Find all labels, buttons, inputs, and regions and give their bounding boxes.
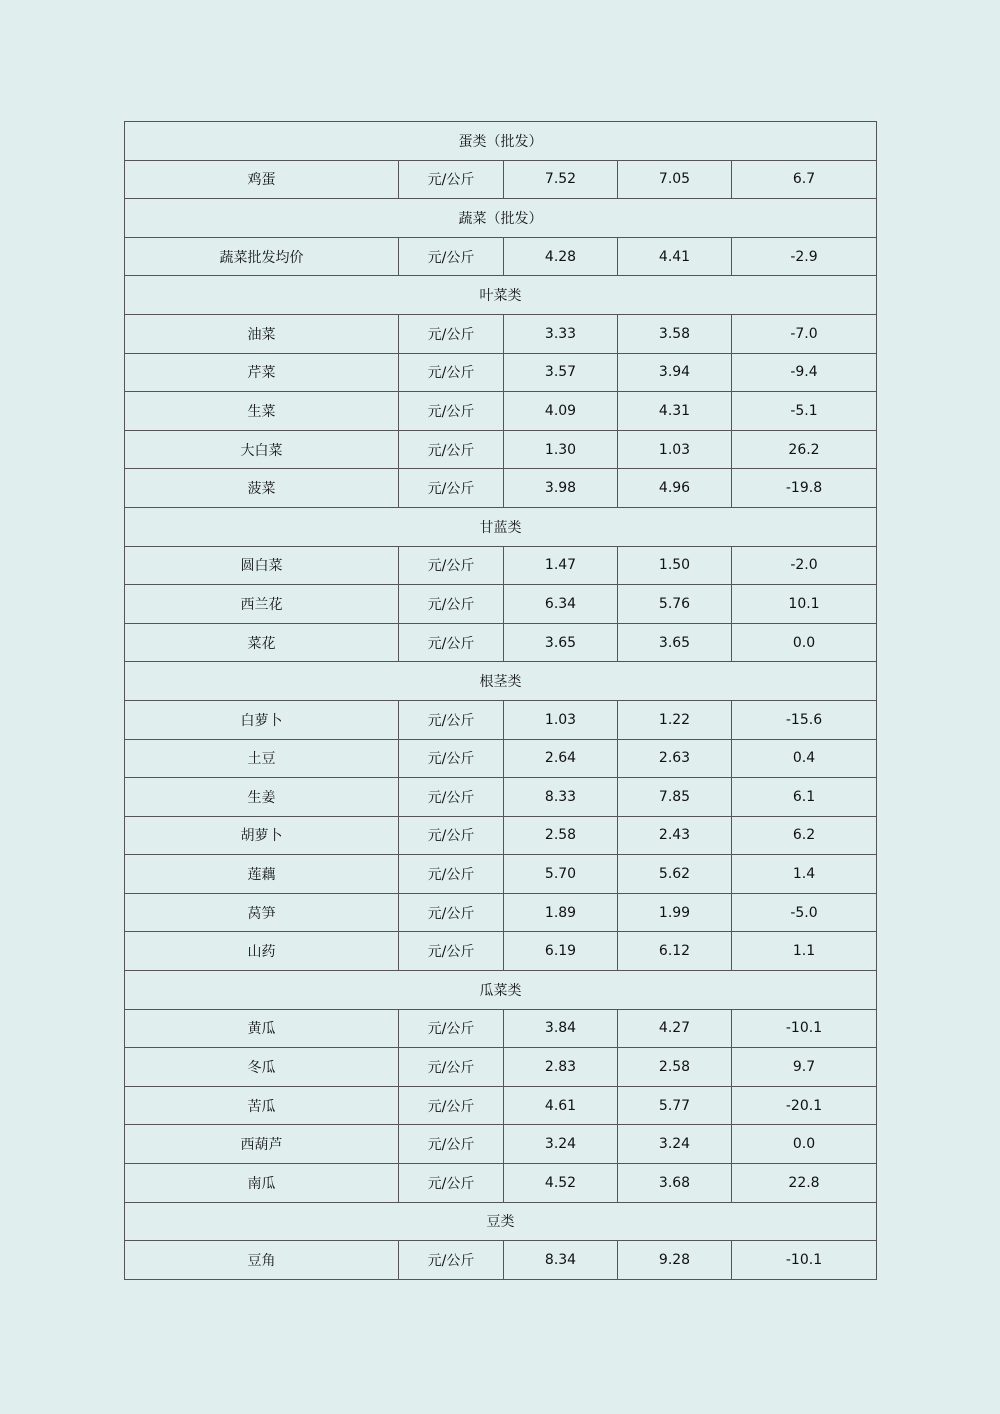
price-value-1: 4.52: [504, 1164, 618, 1203]
price-value-1: 3.57: [504, 353, 618, 392]
item-name: 菠菜: [125, 469, 399, 508]
table-row: [125, 237, 877, 276]
item-name: 生菜: [125, 392, 399, 431]
price-value-2: 7.05: [618, 160, 732, 199]
price-value-2: 2.63: [618, 739, 732, 778]
unit-cell: 元/公斤: [399, 1164, 504, 1203]
table-row: [125, 1125, 877, 1164]
price-value-1: 7.52: [504, 160, 618, 199]
price-value-2: 4.41: [618, 237, 732, 276]
price-value-1: 1.89: [504, 893, 618, 932]
price-value-1: 4.28: [504, 237, 618, 276]
category-label: 蔬菜（批发）: [125, 199, 877, 238]
unit-cell: 元/公斤: [399, 893, 504, 932]
price-value-1: 1.03: [504, 700, 618, 739]
price-value-1: 6.19: [504, 932, 618, 971]
item-name: 山药: [125, 932, 399, 971]
price-value-1: 5.70: [504, 855, 618, 894]
item-name: 南瓜: [125, 1164, 399, 1203]
table-row: [125, 585, 877, 624]
price-value-2: 4.31: [618, 392, 732, 431]
table-row: [125, 1241, 877, 1280]
item-name: 生姜: [125, 778, 399, 817]
price-value-1: 2.64: [504, 739, 618, 778]
item-name: 冬瓜: [125, 1048, 399, 1087]
price-value-1: 1.30: [504, 430, 618, 469]
unit-cell: 元/公斤: [399, 469, 504, 508]
price-value-2: 4.27: [618, 1009, 732, 1048]
price-value-2: 3.58: [618, 314, 732, 353]
item-name: 豆角: [125, 1241, 399, 1280]
unit-cell: 元/公斤: [399, 353, 504, 392]
price-value-1: 6.34: [504, 585, 618, 624]
item-name: 莴笋: [125, 893, 399, 932]
category-label: 根茎类: [125, 662, 877, 701]
change-percent: -9.4: [732, 353, 877, 392]
category-header-row: [125, 971, 877, 1010]
price-value-2: 1.50: [618, 546, 732, 585]
change-percent: 1.1: [732, 932, 877, 971]
item-name: 菜花: [125, 623, 399, 662]
price-value-2: 3.94: [618, 353, 732, 392]
unit-cell: 元/公斤: [399, 392, 504, 431]
price-value-2: 4.96: [618, 469, 732, 508]
category-header-row: [125, 276, 877, 315]
table-row: [125, 1048, 877, 1087]
unit-cell: 元/公斤: [399, 855, 504, 894]
category-label: 蛋类（批发）: [125, 122, 877, 161]
price-value-1: 3.65: [504, 623, 618, 662]
unit-cell: 元/公斤: [399, 160, 504, 199]
change-percent: 0.0: [732, 1125, 877, 1164]
item-name: 白萝卜: [125, 700, 399, 739]
price-value-1: 3.84: [504, 1009, 618, 1048]
table-row: [125, 160, 877, 199]
price-value-1: 8.33: [504, 778, 618, 817]
category-label: 甘蓝类: [125, 507, 877, 546]
unit-cell: 元/公斤: [399, 1086, 504, 1125]
category-header-row: [125, 199, 877, 238]
category-label: 豆类: [125, 1202, 877, 1241]
unit-cell: 元/公斤: [399, 585, 504, 624]
table-row: [125, 855, 877, 894]
price-value-2: 2.58: [618, 1048, 732, 1087]
category-header-row: [125, 662, 877, 701]
price-value-2: 6.12: [618, 932, 732, 971]
change-percent: 10.1: [732, 585, 877, 624]
price-value-1: 3.24: [504, 1125, 618, 1164]
price-value-2: 3.24: [618, 1125, 732, 1164]
price-value-2: 1.99: [618, 893, 732, 932]
category-header-row: [125, 122, 877, 161]
unit-cell: 元/公斤: [399, 623, 504, 662]
unit-cell: 元/公斤: [399, 430, 504, 469]
change-percent: -2.9: [732, 237, 877, 276]
unit-cell: 元/公斤: [399, 1009, 504, 1048]
unit-cell: 元/公斤: [399, 314, 504, 353]
price-value-1: 1.47: [504, 546, 618, 585]
price-value-1: 3.98: [504, 469, 618, 508]
price-value-2: 3.68: [618, 1164, 732, 1203]
table-row: [125, 1086, 877, 1125]
price-value-1: 2.58: [504, 816, 618, 855]
table-row: [125, 314, 877, 353]
change-percent: 6.7: [732, 160, 877, 199]
price-table: [124, 121, 877, 1280]
item-name: 莲藕: [125, 855, 399, 894]
change-percent: -10.1: [732, 1241, 877, 1280]
change-percent: -2.0: [732, 546, 877, 585]
unit-cell: 元/公斤: [399, 1241, 504, 1280]
unit-cell: 元/公斤: [399, 546, 504, 585]
table-row: [125, 816, 877, 855]
item-name: 芹菜: [125, 353, 399, 392]
price-value-1: 4.61: [504, 1086, 618, 1125]
unit-cell: 元/公斤: [399, 739, 504, 778]
price-value-2: 9.28: [618, 1241, 732, 1280]
change-percent: 26.2: [732, 430, 877, 469]
unit-cell: 元/公斤: [399, 1125, 504, 1164]
item-name: 油菜: [125, 314, 399, 353]
category-header-row: [125, 1202, 877, 1241]
item-name: 胡萝卜: [125, 816, 399, 855]
change-percent: 0.0: [732, 623, 877, 662]
change-percent: -20.1: [732, 1086, 877, 1125]
change-percent: 1.4: [732, 855, 877, 894]
table-row: [125, 623, 877, 662]
unit-cell: 元/公斤: [399, 700, 504, 739]
unit-cell: 元/公斤: [399, 1048, 504, 1087]
table-row: [125, 1164, 877, 1203]
table-row: [125, 469, 877, 508]
category-label: 瓜菜类: [125, 971, 877, 1010]
price-value-1: 4.09: [504, 392, 618, 431]
unit-cell: 元/公斤: [399, 237, 504, 276]
price-value-2: 3.65: [618, 623, 732, 662]
table-row: [125, 392, 877, 431]
change-percent: 0.4: [732, 739, 877, 778]
table-row: [125, 700, 877, 739]
change-percent: 22.8: [732, 1164, 877, 1203]
unit-cell: 元/公斤: [399, 778, 504, 817]
table-row: [125, 739, 877, 778]
table-row: [125, 1009, 877, 1048]
change-percent: -10.1: [732, 1009, 877, 1048]
price-value-2: 5.77: [618, 1086, 732, 1125]
unit-cell: 元/公斤: [399, 932, 504, 971]
price-value-2: 1.22: [618, 700, 732, 739]
price-value-1: 8.34: [504, 1241, 618, 1280]
change-percent: -5.0: [732, 893, 877, 932]
table-row: [125, 546, 877, 585]
item-name: 鸡蛋: [125, 160, 399, 199]
table-row: [125, 893, 877, 932]
change-percent: 6.1: [732, 778, 877, 817]
price-value-2: 7.85: [618, 778, 732, 817]
price-value-2: 2.43: [618, 816, 732, 855]
table-row: [125, 932, 877, 971]
item-name: 土豆: [125, 739, 399, 778]
category-label: 叶菜类: [125, 276, 877, 315]
change-percent: -19.8: [732, 469, 877, 508]
unit-cell: 元/公斤: [399, 816, 504, 855]
change-percent: -7.0: [732, 314, 877, 353]
item-name: 西葫芦: [125, 1125, 399, 1164]
item-name: 黄瓜: [125, 1009, 399, 1048]
change-percent: -5.1: [732, 392, 877, 431]
item-name: 苦瓜: [125, 1086, 399, 1125]
item-name: 圆白菜: [125, 546, 399, 585]
price-value-1: 2.83: [504, 1048, 618, 1087]
price-value-2: 1.03: [618, 430, 732, 469]
item-name: 大白菜: [125, 430, 399, 469]
item-name: 蔬菜批发均价: [125, 237, 399, 276]
price-value-2: 5.76: [618, 585, 732, 624]
price-value-1: 3.33: [504, 314, 618, 353]
table-row: [125, 353, 877, 392]
change-percent: 9.7: [732, 1048, 877, 1087]
price-value-2: 5.62: [618, 855, 732, 894]
table-row: [125, 430, 877, 469]
item-name: 西兰花: [125, 585, 399, 624]
change-percent: -15.6: [732, 700, 877, 739]
table-body: [125, 122, 877, 1280]
table-row: [125, 778, 877, 817]
category-header-row: [125, 507, 877, 546]
change-percent: 6.2: [732, 816, 877, 855]
